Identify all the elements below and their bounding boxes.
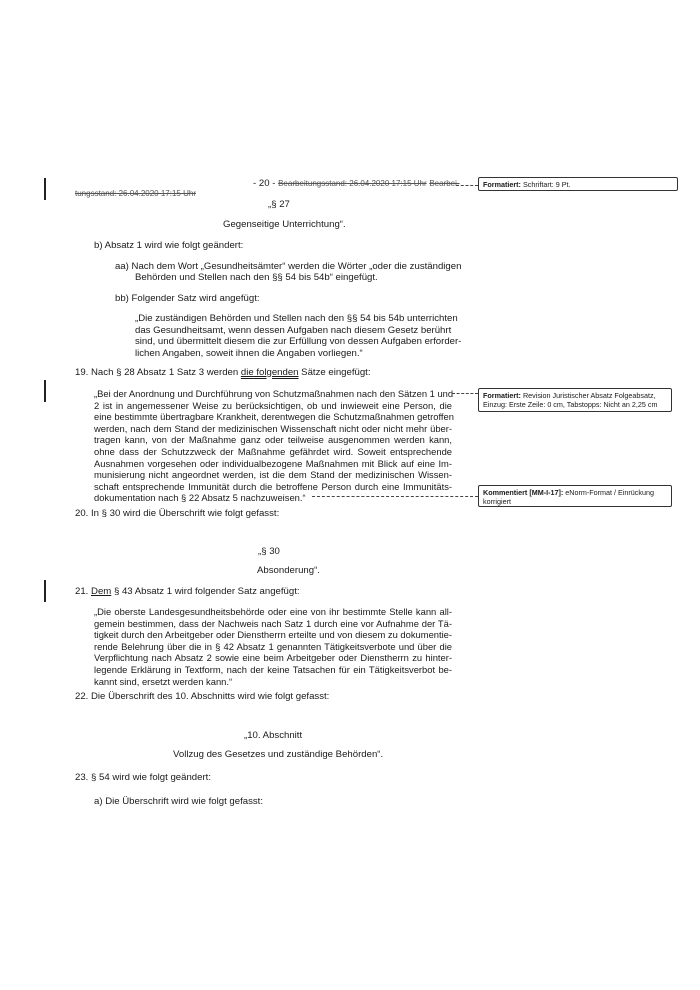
comment-connector — [452, 393, 478, 394]
quote-21: „Die oberste Landesgesundheitsbehörde oder eine von ihr bestimmte Stelle kann all- gemein bestimmen, dass der Nachweis nach Satz 1 durch eine vor Aufnahme der Tä- tigkeit durch den Arbeitgeber oder Dienstherrn erteilte und von diesem zu dokumentie- rende Belehrung über die in § 42 Absatz 1 genannten Tätigkeitsverbote und über die Verpflichtung nach Absatz 2 sowie eine beim Arbeitgeber oder Dienstherrn zu hinter- legende Erklärung in Textform, nach der keine Tatsachen für ein Tätigkeitsverbot be- kannt sind, ersetzt werden kann.“ — [94, 606, 453, 687]
quote-19: „Bei der Anordnung und Durchführung von Schutzmaßnahmen nach den Sätzen 1 und 2 ist in angemessener Weise zu berücksichtigen, ob und inwieweit eine Person, die eine bestimmte übertragbare Krankheit, derentwegen die Schutzmaßnahmen getroffen werden, nach dem Stand der medizinischen Wissenschaft nicht oder nicht mehr über- tragen kann, von der Maßnahme ganz oder teilweise ausgenommen werden kann, ohne dass der Schutzzweck der Maßnahme gefährdet wird. Soweit entsprechende Ausnahmen vorgesehen oder individualbezogene Maßnahmen mit Blick auf eine Im- munisierung nicht angeordnet werden, ist die dem Stand der medizinischen Wissen- schaft entsprechende Immunität durch die betroffene Person durch eine Immunitäts- dokumentation nach § 22 Absatz 5 nachzuweisen.“ — [94, 388, 454, 504]
item-21: 21. Dem § 43 Absatz 1 wird folgender Satz angefügt: — [75, 586, 300, 597]
item-19: 19. Nach § 28 Absatz 1 Satz 3 werden die folgenden Sätze eingefügt: — [75, 367, 371, 378]
change-bar — [44, 380, 46, 402]
change-bar — [44, 178, 46, 200]
item-bb: bb) Folgender Satz wird angefügt: — [115, 293, 260, 304]
s27-subtitle: Gegenseitige Unterrichtung“. — [223, 219, 346, 230]
s30-subtitle: Absonderung“. — [257, 565, 320, 576]
s30-title: „§ 30 — [258, 546, 280, 557]
item-20: 20. In § 30 wird die Überschrift wie folgt gefasst: — [75, 508, 280, 519]
quote-bb: „Die zuständigen Behörden und Stellen nach den §§ 54 bis 54b unterrichten das Gesundheitsamt, wenn dessen Aufgaben nach diesem Gesetz berührt sind, und übermittelt diesem die zur Erfüllung von dessen Aufgaben erforder- lichen Angaben, soweit ihnen die Angaben vorliegen.“ — [135, 313, 462, 359]
item-22: 22. Die Überschrift des 10. Abschnitts wird wie folgt gefasst: — [75, 691, 330, 702]
comment-format-revision[interactable]: Formatiert: Revision Juristischer Absatz Folgeabsatz, Einzug: Erste Zeile: 0 cm, Tabstopps: Nicht an 2,25 cm — [478, 388, 672, 412]
struck-status: Bearbeitungsstand: 26.04.2020 17:15 Uhr — [278, 179, 427, 188]
change-bar — [44, 580, 46, 602]
comment-format-font[interactable]: Formatiert: Schriftart: 9 Pt. — [478, 177, 678, 191]
comment-mm-i-17[interactable]: Kommentiert [MM-I-17]: eNorm-Format / Einrückung korrigiert — [478, 485, 672, 507]
inserted-dem: Dem — [91, 586, 112, 597]
item-23: 23. § 54 wird wie folgt geändert: — [75, 772, 211, 783]
comment-connector — [312, 496, 478, 497]
s10-title: „10. Abschnitt — [244, 730, 303, 741]
item-23a: a) Die Überschrift wird wie folgt gefasst: — [94, 796, 264, 807]
item-aa-line1: aa) Nach dem Wort „Gesundheitsämter“ werden die Wörter „oder die zuständigen — [115, 261, 462, 272]
inserted-folgenden: folgenden — [253, 367, 299, 378]
struck-status-cont: Bearbei- — [429, 179, 460, 188]
page-header — [253, 178, 460, 189]
struck-status-line2: tungsstand: 26.04.2020 17:15 Uhr — [75, 189, 196, 198]
inserted-die: die — [240, 367, 254, 378]
item-aa-line2: Behörden und Stellen nach den §§ 54 bis 54b“ eingefügt. — [135, 272, 378, 283]
s27-title: „§ 27 — [268, 199, 290, 210]
s10-subtitle: Vollzug des Gesetzes und zuständige Behörden“. — [173, 749, 384, 760]
item-b: b) Absatz 1 wird wie folgt geändert: — [94, 240, 244, 251]
page-number: - 20 - — [253, 178, 276, 189]
comment-connector — [456, 185, 478, 186]
